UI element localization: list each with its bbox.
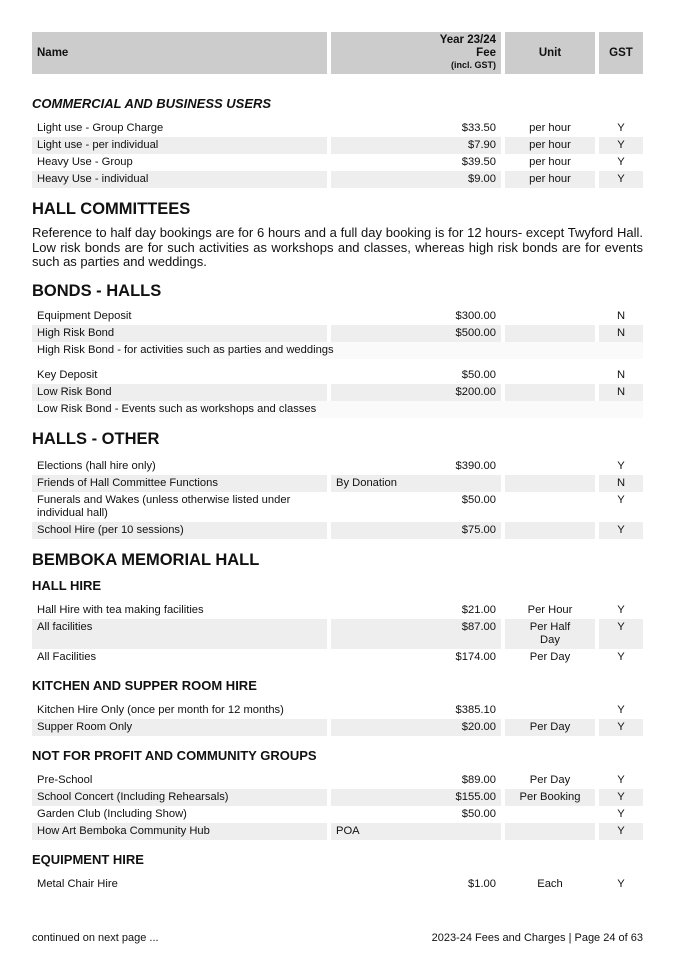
footer-page-number: 2023-24 Fees and Charges | Page 24 of 63 (431, 932, 643, 944)
table-row: Elections (hall hire only) $390.00 Y (32, 458, 643, 475)
table-row: Heavy Use - Group $39.50 per hour Y (32, 154, 643, 171)
footer-continued: continued on next page ... (32, 932, 159, 944)
table-row: Metal Chair Hire $1.00 Each Y (32, 876, 643, 893)
page-footer (32, 932, 643, 944)
row-description: POA (331, 823, 501, 840)
header-fee-label: Fee (476, 46, 496, 59)
table-row: Pre-School $89.00 Per Day Y (32, 772, 643, 789)
table-row: Funerals and Wakes (unless otherwise listed under individual hall) $50.00 Y (32, 492, 643, 522)
table-row: Low Risk Bond $200.00 N (32, 384, 643, 401)
section-title-bemboka: BEMBOKA MEMORIAL HALL (32, 550, 260, 569)
table-row: School Hire (per 10 sessions) $75.00 Y (32, 522, 643, 539)
section-title-hall-committees: HALL COMMITTEES (32, 200, 191, 218)
table-row: Kitchen Hire Only (once per month for 12 months) $385.10 Y (32, 702, 643, 719)
table-row: Equipment Deposit $300.00 N (32, 308, 643, 325)
section-title-commercial: COMMERCIAL AND BUSINESS USERS (32, 96, 272, 111)
subsection-title-equipment: EQUIPMENT HIRE (32, 851, 144, 867)
bond-note-low-risk: Low Risk Bond - Events such as workshops and classes (32, 401, 643, 418)
section-title-halls-other: HALLS - OTHER (32, 429, 160, 448)
header-fee-gst-note: (incl. GST) (451, 60, 496, 71)
header-unit: Unit (505, 32, 595, 74)
table-row: All Facilities $174.00 Per Day Y (32, 649, 643, 666)
table-row: Key Deposit $50.00 N (32, 367, 643, 384)
hall-committees-description: Reference to half day bookings are for 6 hours and a full day booking is for 12 hours- except Twyford Hall. Low risk bonds are for such activities as workshops and classes, whereas high risk bonds are for events such as parties and weddings. (32, 225, 643, 269)
table-row: Light use - per individual $7.90 per hour Y (32, 137, 643, 154)
subsection-title-hall-hire: HALL HIRE (32, 577, 102, 593)
table-row: High Risk Bond $500.00 N (32, 325, 643, 342)
header-fee (331, 32, 501, 74)
table-row: Friends of Hall Committee Functions By Donation N (32, 475, 643, 492)
subsection-title-not-for-profit: NOT FOR PROFIT AND COMMUNITY GROUPS (32, 747, 317, 763)
table-row: All facilities $87.00 Per Half Day Y (32, 619, 643, 649)
table-row: How Art Bemboka Community Hub POA Y (32, 823, 643, 840)
table-row: Supper Room Only $20.00 Per Day Y (32, 719, 643, 736)
table-header (32, 32, 643, 74)
table-row: School Concert (Including Rehearsals) $155.00 Per Booking Y (32, 789, 643, 806)
section-title-bonds: BONDS - HALLS (32, 281, 162, 300)
header-gst: GST (599, 32, 643, 74)
subsection-title-kitchen: KITCHEN AND SUPPER ROOM HIRE (32, 677, 257, 693)
table-row: Heavy Use - individual $9.00 per hour Y (32, 171, 643, 188)
header-name: Name (32, 32, 327, 74)
table-row: Light use - Group Charge $33.50 per hour Y (32, 120, 643, 137)
table-row: Hall Hire with tea making facilities $21.00 Per Hour Y (32, 602, 643, 619)
row-description: By Donation (331, 475, 501, 492)
header-fee-year: Year 23/24 (439, 34, 496, 47)
bond-note-high-risk: High Risk Bond - for activities such as parties and weddings (32, 342, 643, 359)
fees-page (32, 32, 643, 893)
table-row: Garden Club (Including Show) $50.00 Y (32, 806, 643, 823)
